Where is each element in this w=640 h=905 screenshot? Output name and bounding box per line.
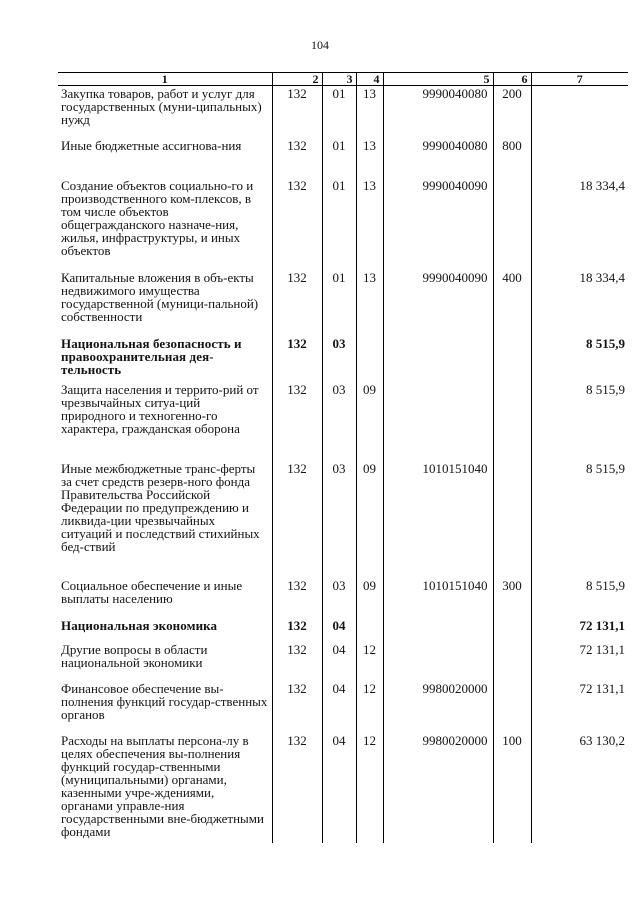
cell-type — [493, 178, 531, 270]
table-row — [58, 382, 628, 461]
cell-subsection — [356, 336, 383, 382]
cell-target — [383, 382, 493, 461]
cell-amount: 8 515,9 — [531, 578, 628, 618]
cell-subsection: 13 — [356, 178, 383, 270]
cell-name: Иные межбюджетные транс-ферты за счет средств резерв-ного фонда Правительства Российской Федерации по предупреждению и ликвида-ции чрезвычайных ситуаций и последствий стихийных бед-ствий — [61, 460, 260, 554]
table-row — [58, 86, 628, 138]
cell-section: 01 — [322, 86, 356, 138]
cell-name: Социальное обеспечение и иные выплаты населению — [61, 577, 243, 606]
cell-name: Расходы на выплаты персона-лу в целях обеспечения вы-полнения функций государ-ственными (муниципальными) органами, казенными учре-ждениями, органами управле-ния государственными вне-бюджетными фондами — [61, 732, 264, 839]
cell-section: 04 — [322, 642, 356, 681]
table-row — [58, 270, 628, 336]
cell-type — [493, 461, 531, 578]
cell-target — [383, 336, 493, 382]
table-row — [58, 681, 628, 733]
header-col-3: 3 — [322, 73, 356, 86]
cell-subsection: 12 — [356, 642, 383, 681]
cell-type: 200 — [493, 86, 531, 138]
cell-type: 800 — [493, 138, 531, 178]
header-col-7: 7 — [531, 73, 628, 86]
cell-gr: 132 — [272, 618, 322, 642]
cell-name: Финансовое обеспечение вы-полнения функций государ-ственных органов — [61, 680, 268, 722]
cell-name: Создание объектов социально-го и производственного ком-плексов, в том числе объектов общегражданского назначе-ния, жилья, инфраструктуры, и иных объектов — [61, 177, 254, 258]
cell-gr: 132 — [272, 138, 322, 178]
cell-subsection: 09 — [356, 461, 383, 578]
cell-name: Защита населения и террито-рий от чрезвычайных ситуа-ций природного и техногенно-го характера, гражданская оборона — [61, 381, 259, 436]
cell-amount: 8 515,9 — [531, 382, 628, 461]
cell-target: 9990040090 — [383, 178, 493, 270]
cell-target: 9980020000 — [383, 681, 493, 733]
cell-type — [493, 336, 531, 382]
cell-target: 9990040080 — [383, 86, 493, 138]
table-row — [58, 138, 628, 178]
cell-subsection — [356, 618, 383, 642]
cell-amount: 18 334,4 — [531, 270, 628, 336]
cell-amount — [531, 138, 628, 178]
cell-name: Капитальные вложения в объ-екты недвижимого имущества государственной (муници-пальной) собственности — [61, 269, 259, 324]
cell-type — [493, 382, 531, 461]
cell-gr: 132 — [272, 461, 322, 578]
cell-type — [493, 642, 531, 681]
cell-name: Национальная экономика — [61, 617, 218, 633]
table-row — [58, 642, 628, 681]
cell-subsection: 12 — [356, 733, 383, 843]
cell-gr: 132 — [272, 733, 322, 843]
cell-gr: 132 — [272, 681, 322, 733]
cell-amount: 8 515,9 — [531, 336, 628, 382]
cell-name: Национальная безопасность и правоохранительная дея-тельность — [61, 335, 242, 377]
table-row — [58, 178, 628, 270]
cell-gr: 132 — [272, 578, 322, 618]
cell-target: 1010151040 — [383, 578, 493, 618]
cell-subsection: 12 — [356, 681, 383, 733]
header-row — [58, 73, 628, 86]
cell-amount — [531, 86, 628, 138]
header-col-5: 5 — [383, 73, 493, 86]
page-number: 104 — [311, 38, 329, 52]
cell-amount: 18 334,4 — [531, 178, 628, 270]
cell-gr: 132 — [272, 86, 322, 138]
table-body — [58, 86, 628, 843]
cell-name: Закупка товаров, работ и услуг для государственных (муни-ципальных) нужд — [61, 86, 262, 127]
header-col-1: 1 — [58, 73, 272, 86]
cell-amount: 8 515,9 — [531, 461, 628, 578]
cell-type: 400 — [493, 270, 531, 336]
cell-gr: 132 — [272, 270, 322, 336]
cell-section: 04 — [322, 618, 356, 642]
cell-gr: 132 — [272, 642, 322, 681]
header-col-4: 4 — [356, 73, 383, 86]
cell-amount: 72 131,1 — [531, 642, 628, 681]
cell-amount: 72 131,1 — [531, 681, 628, 733]
cell-name: Другие вопросы в области национальной экономики — [61, 641, 208, 670]
header-col-6: 6 — [493, 73, 531, 86]
cell-target: 9990040090 — [383, 270, 493, 336]
cell-subsection: 13 — [356, 86, 383, 138]
cell-target: 9990040080 — [383, 138, 493, 178]
table-row — [58, 578, 628, 618]
cell-section: 03 — [322, 578, 356, 618]
cell-subsection: 09 — [356, 578, 383, 618]
cell-target — [383, 642, 493, 681]
cell-subsection: 13 — [356, 138, 383, 178]
cell-section: 01 — [322, 270, 356, 336]
table-row — [58, 336, 628, 382]
cell-gr: 132 — [272, 178, 322, 270]
budget-table — [58, 72, 628, 843]
cell-subsection: 09 — [356, 382, 383, 461]
cell-gr: 132 — [272, 382, 322, 461]
cell-section: 03 — [322, 461, 356, 578]
cell-target — [383, 618, 493, 642]
cell-type: 100 — [493, 733, 531, 843]
table-row — [58, 733, 628, 843]
cell-type — [493, 618, 531, 642]
cell-subsection: 13 — [356, 270, 383, 336]
cell-name: Иные бюджетные ассигнова-ния — [61, 137, 242, 153]
cell-section: 01 — [322, 178, 356, 270]
cell-section: 04 — [322, 733, 356, 843]
cell-target: 9980020000 — [383, 733, 493, 843]
cell-type — [493, 681, 531, 733]
cell-section: 01 — [322, 138, 356, 178]
cell-amount: 63 130,2 — [531, 733, 628, 843]
header-col-2: 2 — [272, 73, 322, 86]
cell-target: 1010151040 — [383, 461, 493, 578]
table-row — [58, 618, 628, 642]
cell-section: 03 — [322, 336, 356, 382]
cell-type: 300 — [493, 578, 531, 618]
table-row — [58, 461, 628, 578]
cell-section: 04 — [322, 681, 356, 733]
cell-section: 03 — [322, 382, 356, 461]
cell-gr: 132 — [272, 336, 322, 382]
cell-amount: 72 131,1 — [531, 618, 628, 642]
